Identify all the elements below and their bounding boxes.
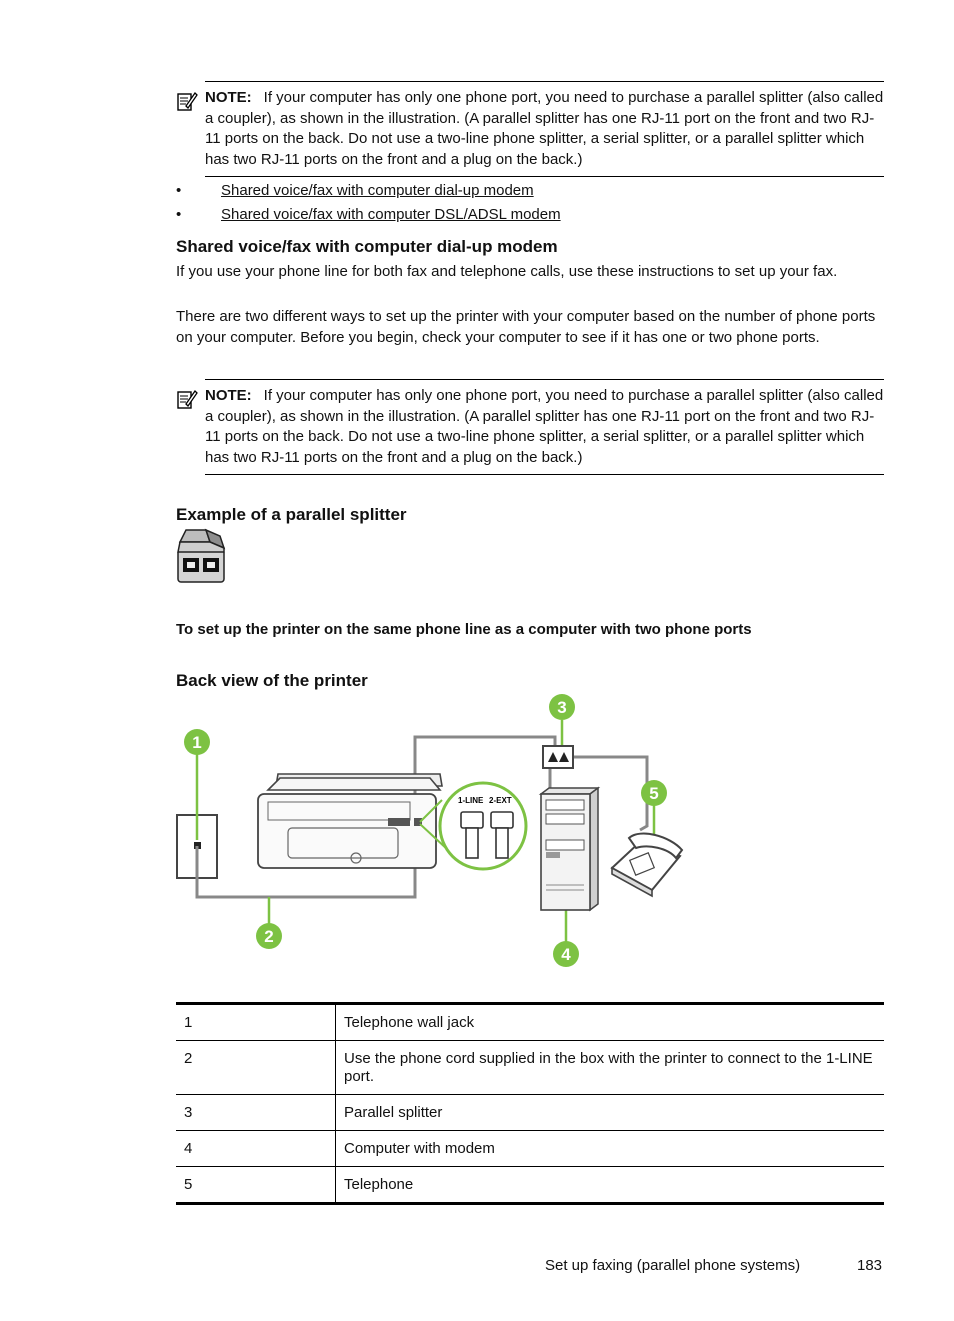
parallel-splitter: [543, 746, 573, 768]
link-dialup-modem[interactable]: Shared voice/fax with computer dial-up modem: [221, 182, 534, 199]
parallel-splitter-image: [176, 528, 226, 584]
legend-description: Parallel splitter: [336, 1095, 885, 1131]
note-label: NOTE:: [205, 89, 252, 106]
callout-4: [553, 941, 579, 967]
callout-5: [641, 780, 667, 806]
footer-section-title: Set up faxing (parallel phone systems): [545, 1257, 801, 1274]
note-top-rule: [205, 81, 884, 82]
legend-table: [176, 1002, 884, 1205]
legend-description: Telephone: [336, 1167, 885, 1204]
table-row: [176, 1095, 884, 1131]
bullet-marker: •: [176, 182, 182, 199]
link-dsl-modem[interactable]: Shared voice/fax with computer DSL/ADSL modem: [221, 206, 561, 223]
svg-text:3: 3: [557, 698, 567, 717]
procedure-heading: To set up the printer on the same phone line as a computer with two phone ports: [176, 621, 752, 638]
note-icon: [176, 388, 198, 410]
note-box-top: [176, 81, 884, 177]
legend-description: Use the phone cord supplied in the box with the printer to connect to the 1-LINE port.: [336, 1041, 885, 1095]
legend-number: 1: [176, 1004, 336, 1041]
note-bottom-rule: [205, 474, 884, 475]
paragraph-intro: If you use your phone line for both fax and telephone calls, use these instructions to set up your fax.: [176, 263, 838, 280]
port-label-ext: 2-EXT: [489, 796, 512, 805]
table-row: [176, 1131, 884, 1167]
table-row: [176, 1041, 884, 1095]
note-text: [205, 88, 884, 170]
svg-text:2: 2: [264, 927, 274, 946]
callout-3: [549, 694, 575, 720]
splitter-heading: Example of a parallel splitter: [176, 505, 407, 524]
legend-description: Telephone wall jack: [344, 1014, 475, 1031]
note-icon: [176, 90, 198, 112]
table-row: [176, 1004, 884, 1041]
port-label-line: 1-LINE: [458, 796, 484, 805]
legend-number: 4: [176, 1131, 336, 1167]
paragraph-ports: There are two different ways to set up the printer with your computer based on the number of phone ports on your computer. Before you begin, check your computer to see if it has one or two phone ports.: [176, 308, 876, 346]
svg-text:1: 1: [192, 733, 202, 752]
note-body: If your computer has only one phone port, you need to purchase a parallel splitter (also called a coupler), as shown in the illustration. (A parallel splitter has one RJ-11 port on the front and two RJ-11 ports on the back. Do not use a two-line phone splitter, a serial splitter, or a parallel splitter which has two RJ-11 ports on the front and a plug on the back.): [205, 387, 884, 466]
table-row: [176, 1167, 884, 1204]
note-bottom-rule: [205, 176, 884, 177]
telephone: [612, 834, 682, 896]
legend-number: 2: [176, 1041, 336, 1095]
note-box-bottom: [176, 379, 884, 475]
legend-number: 3: [176, 1095, 336, 1131]
note-body: If your computer has only one phone port, you need to purchase a parallel splitter (also called a coupler), as shown in the illustration. (A parallel splitter has one RJ-11 port on the front and two RJ-11 ports on the back. Do not use a two-line phone splitter, a serial splitter, or a parallel splitter which has two RJ-11 ports on the front and a plug on the back.): [205, 89, 884, 168]
footer-page-number: 183: [857, 1257, 883, 1274]
callout-1: [184, 729, 210, 755]
figure-heading: Back view of the printer: [176, 671, 368, 690]
note-label: NOTE:: [205, 387, 252, 404]
callout-2: [256, 923, 282, 949]
printer-back-view-diagram: [170, 690, 690, 972]
section-heading: Shared voice/fax with computer dial-up modem: [176, 237, 558, 256]
bullet-marker: •: [176, 206, 182, 223]
note-top-rule: [205, 379, 884, 380]
svg-text:5: 5: [649, 784, 659, 803]
svg-text:4: 4: [561, 945, 571, 964]
note-text: [205, 386, 884, 468]
legend-description: Computer with modem: [336, 1131, 885, 1167]
computer-tower: [541, 788, 598, 910]
printer: [258, 774, 442, 868]
legend-number: 5: [176, 1167, 336, 1204]
